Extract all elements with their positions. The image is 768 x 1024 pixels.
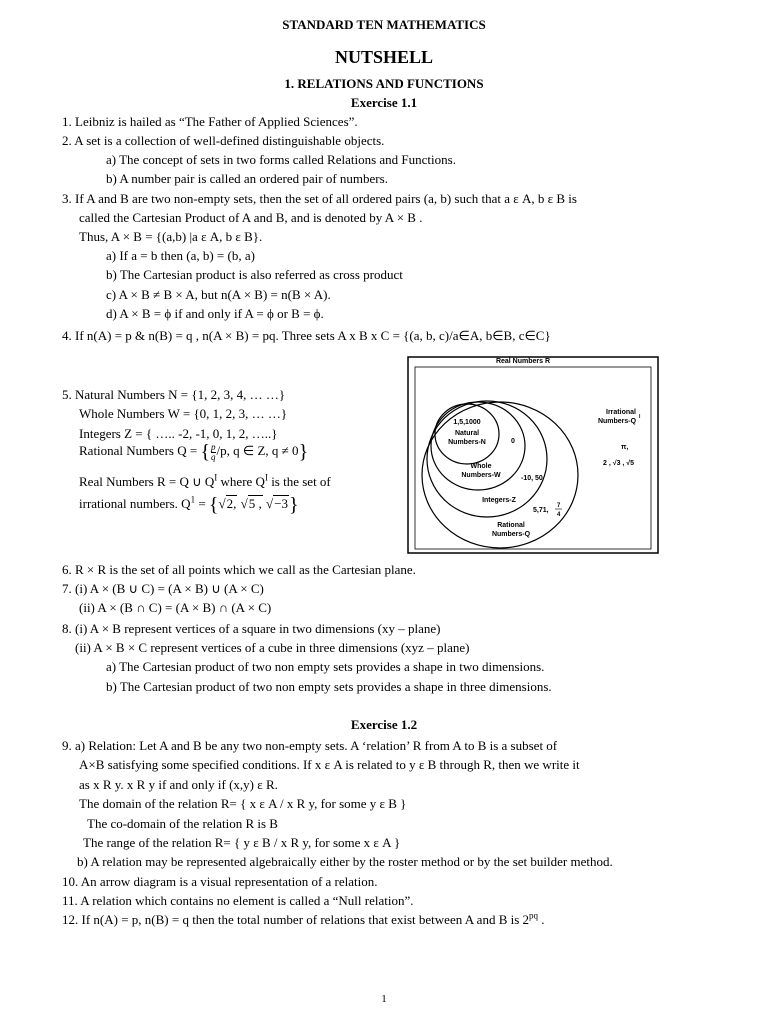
rational-label-2: Numbers-Q xyxy=(491,531,531,538)
item-2b: b) A number pair is called an ordered pair of numbers. xyxy=(106,171,388,186)
item-3b: b) The Cartesian product is also referred as cross product xyxy=(106,267,403,282)
item-5-real: Real Numbers R = Q ∪ $Q^I$ where $Q^I$ is the set of xyxy=(79,472,331,489)
item-9-domain: The domain of the relation R= { x ε A / x R y, for some y ε B } xyxy=(79,796,407,811)
irrational-label: Irrational xyxy=(606,409,636,416)
item-6: 6. R × R is the set of all points which we call as the Cartesian plane. xyxy=(62,562,416,577)
irrational-label-2: Numbers-Q xyxy=(597,418,637,425)
item-2a: a) The concept of sets in two forms called Relations and Functions. xyxy=(106,152,456,167)
item-3c: c) A × B ≠ B × A, but n(A × B) = n(B × A). xyxy=(106,287,331,302)
item-5-natural: 5. Natural Numbers N = {1, 2, 3, 4, … …} xyxy=(62,387,286,402)
diagram-title: Real Numbers R xyxy=(495,358,551,365)
brace-close-icon: } xyxy=(298,441,309,463)
natural-values: 1,5,1000 xyxy=(453,419,481,426)
rational-frac-den: 4 xyxy=(557,512,561,518)
exercise-1-2-heading: Exercise 1.2 xyxy=(350,717,418,732)
item-8-ii: (ii) A × B × C represent vertices of a cube in three dimensions (xyz – plane) xyxy=(75,640,470,655)
irrational-sup: I xyxy=(639,414,641,420)
rational-label: Rational xyxy=(497,522,525,529)
real-numbers-venn-diagram xyxy=(407,347,663,557)
item-5-irrational: irrational numbers. $Q^1 = \{√2$, √5 , √−3} xyxy=(79,494,299,516)
item-8-i: 8. (i) A × B represent vertices of a square in two dimensions (xy – plane) xyxy=(62,621,441,636)
page-number: 1 xyxy=(381,993,387,1005)
diagram-frame xyxy=(408,357,658,553)
rational-frac-num: 7 xyxy=(557,503,561,509)
exercise-1-1-heading: Exercise 1.1 xyxy=(350,95,418,110)
item-9a-cont: A×B satisfying some specified conditions. If x ε A is related to y ε B through R, then we write it xyxy=(79,757,580,772)
item-2: 2. A set is a collection of well-defined distinguishable objects. xyxy=(62,133,385,148)
item-8b: b) The Cartesian product of two non empty sets provides a shape in three dimensions. xyxy=(106,679,552,694)
doc-subtitle: NUTSHELL xyxy=(334,47,434,67)
whole-value: 0 xyxy=(511,438,515,445)
item-9-codomain: The co-domain of the relation R is B xyxy=(87,816,278,831)
item-3-cont: called the Cartesian Product of A and B, and is denoted by A × B . xyxy=(79,210,423,225)
item-5-integers: Integers Z = { ….. -2, -1, 0, 1, 2, …..} xyxy=(79,426,278,441)
item-3: 3. If A and B are two non-empty sets, then the set of all ordered pairs (a, b) such that a ε A, b ε B is xyxy=(62,191,577,206)
integers-label: Integers-Z xyxy=(482,497,516,504)
item-5-rational xyxy=(79,442,308,462)
item-3a: a) If a = b then (a, b) = (b, a) xyxy=(106,248,255,263)
brace-open-icon: { xyxy=(200,441,211,463)
natural-label: Natural xyxy=(454,430,480,437)
item-8a: a) The Cartesian product of two non empty sets provides a shape in two dimensions. xyxy=(106,659,545,674)
item-7-i: 7. (i) A × (B ∪ C) = (A × B) ∪ (A × C) xyxy=(62,581,264,596)
item-3d: d) A × B = ϕ if and only if A = ϕ or B = ϕ. xyxy=(106,306,324,321)
item-3-thus: Thus, A × B = {(a,b) |a ε A, b ε B}. xyxy=(79,229,263,244)
chapter-heading: 1. RELATIONS AND FUNCTIONS xyxy=(284,76,484,91)
pi-symbol: π, xyxy=(621,444,629,451)
item-7-ii: (ii) A × (B ∩ C) = (A × B) ∩ (A × C) xyxy=(79,600,272,615)
item-5-whole: Whole Numbers W = {0, 1, 2, 3, … …} xyxy=(79,406,288,421)
integer-values: -10, 50 xyxy=(521,475,543,482)
item-9a-cont-2: as x R y. x R y if and only if (x,y) ε R. xyxy=(79,777,278,792)
natural-label-2: Numbers-N xyxy=(448,439,486,446)
doc-title: STANDARD TEN MATHEMATICS xyxy=(282,17,486,32)
item-10: 10. An arrow diagram is a visual representation of a relation. xyxy=(62,874,378,889)
irrational-roots: 2 , √3 , √5 xyxy=(603,460,635,467)
brace-open-icon: { xyxy=(208,494,219,516)
item-9a: 9. a) Relation: Let A and B be any two non-empty sets. A ‘relation’ R from A to B is a subset of xyxy=(62,738,558,753)
rational-fraction: $\frac{p}{q}$ xyxy=(211,441,216,462)
whole-label: Whole xyxy=(470,463,492,470)
item-12: 12. If n(A) = p, n(B) = q then the total number of relations that exist between A and B is $2^{pq}$ . xyxy=(62,910,545,927)
item-4: 4. If n(A) = p & n(B) = q , n(A × B) = pq. Three sets A x B x C = {(a, b, c)/a∈A, b∈B, c∈C} xyxy=(62,328,551,343)
rational-condition: /p, q ∈ Z, q ≠ 0 xyxy=(216,442,299,458)
whole-label-2: Numbers-W xyxy=(461,472,501,479)
rational-label: Rational Numbers Q = xyxy=(79,442,201,458)
rational-values: 5,71, xyxy=(533,507,549,514)
item-11: 11. A relation which contains no element is called a “Null relation”. xyxy=(62,893,414,908)
item-9b: b) A relation may be represented algebraically either by the roster method or by the set builder method. xyxy=(77,854,613,869)
brace-close-icon: } xyxy=(289,494,299,516)
item-9-range: The range of the relation R= { y ε B / x R y, for some x ε A } xyxy=(83,835,401,850)
item-1: 1. Leibniz is hailed as “The Father of Applied Sciences”. xyxy=(62,114,358,129)
